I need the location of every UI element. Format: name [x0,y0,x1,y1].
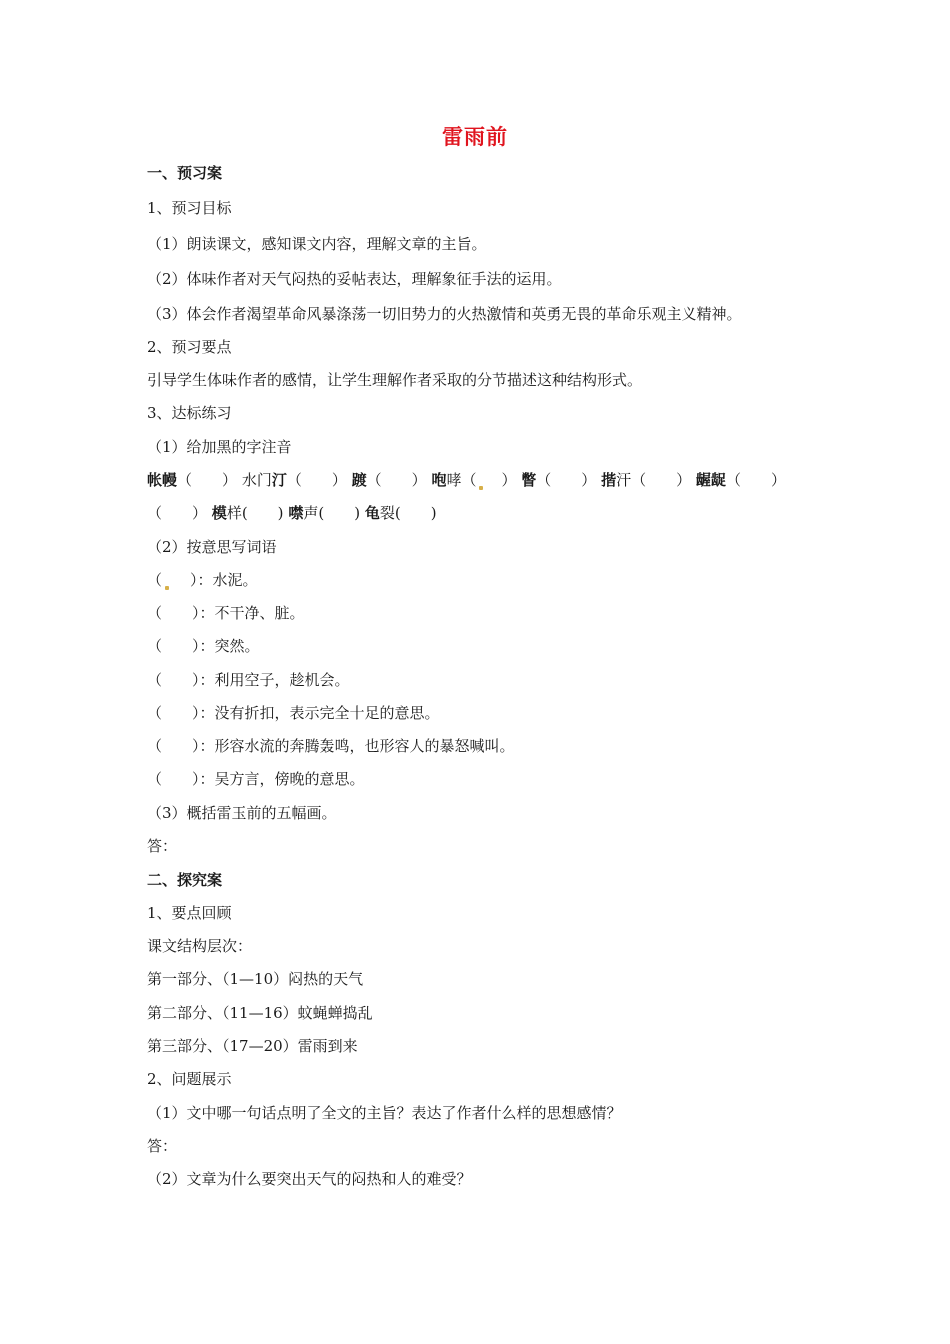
definition-item-3: （ ）：突然。 [147,637,260,655]
blank-paren: ） [486,471,517,489]
word-bold: 龌龊 [695,471,726,489]
word-bold: 帐幔 [147,471,178,489]
stray-dot [479,486,483,490]
blank-paren: （ ） [725,471,786,489]
word-bold: 揩 [601,471,617,489]
structure-part-1: 第一部分、（1—10）闷热的天气 [147,970,364,988]
answer-label: 答： [147,837,178,855]
word-bold: 噤 [288,504,304,522]
blank-paren: （ ） [147,504,208,522]
subheading-key-points: 2、预习要点 [147,338,232,356]
goal-item-2: （2）体味作者对天气闷热的妥帖表达，理解象征手法的运用。 [147,270,562,288]
answer-label: 答： [147,1137,178,1155]
section-heading-preview: 一、预习案 [147,164,223,182]
word-plain: 声 [303,504,319,522]
blank-paren: （ ） [177,471,238,489]
word-bold: 龟 [364,504,380,522]
question-pinyin: （1）给加黑的字注音 [147,438,292,456]
blank-paren: ( ) [318,504,361,522]
word-plain: 汗 [616,471,632,489]
blank-paren: （ ） [536,471,597,489]
definition-item-1 [147,570,258,590]
pinyin-row-2 [147,503,437,523]
blank-paren: （ ） [366,471,427,489]
subheading-review: 1、要点回顾 [147,904,232,922]
definition-item-7: （ ）：吴方言，傍晚的意思。 [147,770,365,788]
definition-text: ）：水泥。 [190,571,258,589]
subheading-goals: 1、预习目标 [147,199,232,217]
pinyin-row-1 [147,470,786,490]
blank-paren: （ ） [286,471,347,489]
word-bold: 汀 [271,471,287,489]
blank-paren: ( ) [241,504,284,522]
definition-item-2: （ ）：不干净、脏。 [147,604,305,622]
blank-paren: ( ) [394,504,437,522]
key-points-text: 引导学生体味作者的感情，让学生理解作者采取的分节描述这种结构形式。 [147,371,643,389]
word-bold: 瞥 [521,471,537,489]
word-plain: 样 [226,504,242,522]
structure-part-2: 第二部分、（11—16）蚊蝇蝉捣乱 [147,1004,373,1022]
question-words: （2）按意思写词语 [147,538,277,556]
blank-paren-open: （ [147,571,163,589]
question-summary: （3）概括雷玉前的五幅画。 [147,804,337,822]
subheading-exercises: 3、达标练习 [147,404,232,422]
stray-dot [165,586,169,590]
definition-item-6: （ ）：形容水流的奔腾轰鸣，也形容人的暴怒喊叫。 [147,737,515,755]
structure-label: 课文结构层次： [147,937,253,955]
subheading-questions: 2、问题展示 [147,1070,232,1088]
word-bold: 模 [211,504,227,522]
goal-item-3: （3）体会作者渴望革命风暴涤荡一切旧势力的火热激情和英勇无畏的革命乐观主义精神。 [147,305,742,323]
goal-item-1: （1）朗读课文，感知课文内容，理解文章的主旨。 [147,235,487,253]
word-bold: 咆 [431,471,447,489]
word-plain: 水门 [241,471,272,489]
page-title: 雷雨前 [442,125,508,149]
definition-item-4: （ ）：利用空子，趁机会。 [147,671,350,689]
definition-item-5: （ ）：没有折扣，表示完全十足的意思。 [147,704,440,722]
word-bold: 踱 [351,471,367,489]
question-item-1: （1）文中哪一句话点明了全文的主旨？表达了作者什么样的思想感情？ [147,1104,622,1122]
word-plain: 哮（ [446,471,477,489]
structure-part-3: 第三部分、（17—20）雷雨到来 [147,1037,358,1055]
blank-paren: （ ） [631,471,692,489]
section-heading-explore: 二、探究案 [147,871,223,889]
question-item-2: （2）文章为什么要突出天气的闷热和人的难受？ [147,1170,472,1188]
word-plain: 裂 [379,504,395,522]
